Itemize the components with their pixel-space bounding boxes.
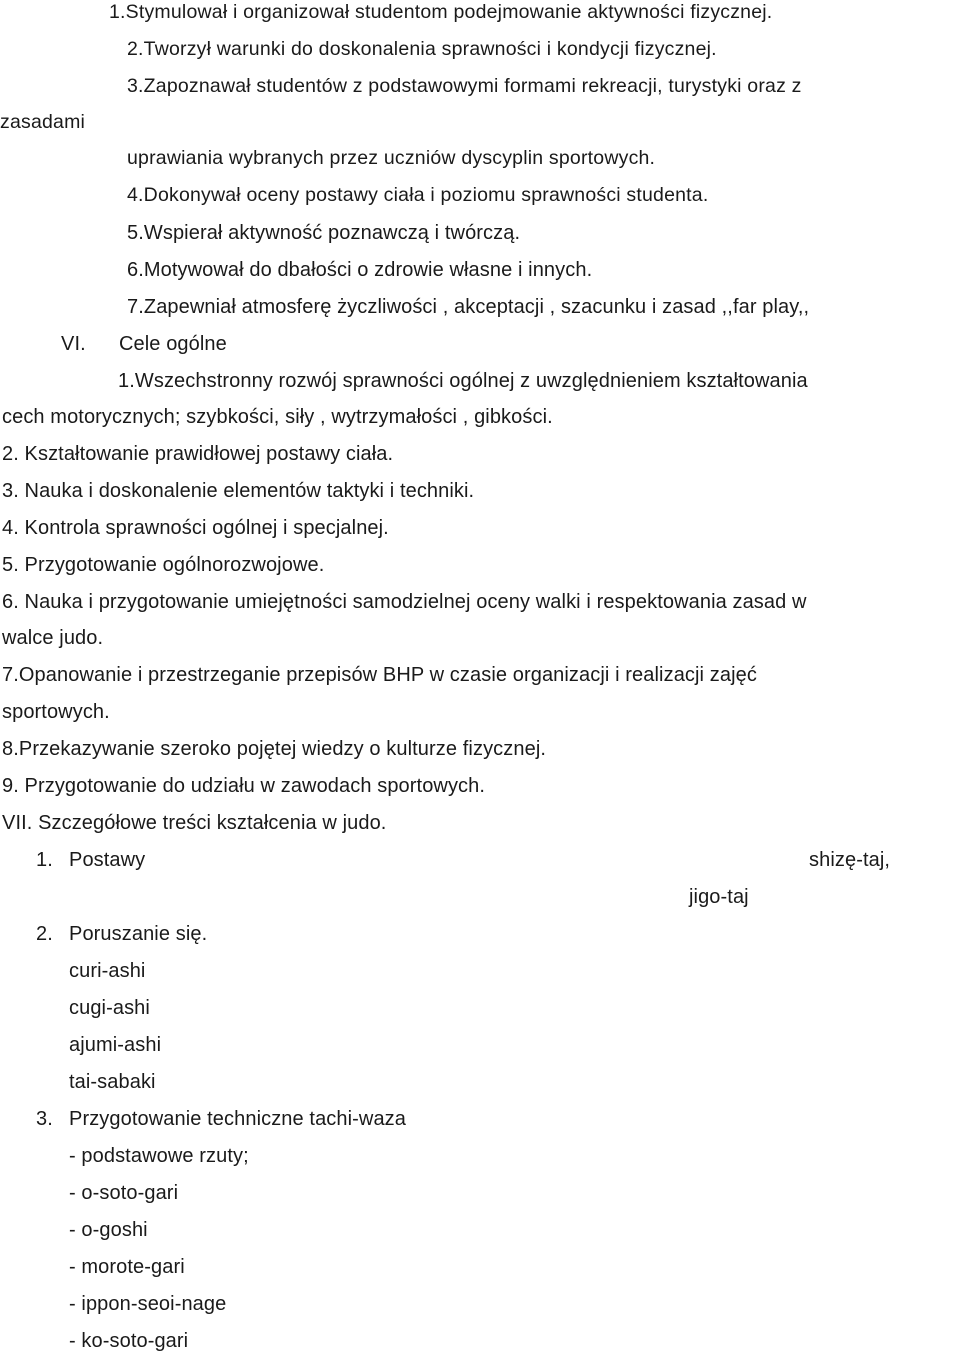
objective-item-5: 5. Przygotowanie ogólnorozwojowe. <box>2 554 325 576</box>
objective-item-4: 4. Kontrola sprawności ogólnej i specjalnej. <box>2 517 389 539</box>
objective-item-9: 9. Przygotowanie do udziału w zawodach sportowych. <box>2 775 486 797</box>
objective-item-8: 8.Przekazywanie szeroko pojętej wiedzy o kulturze fizycznej. <box>2 738 547 760</box>
list-item: tai-sabaki <box>69 1071 156 1093</box>
term: jigo-taj <box>689 886 749 908</box>
goal-item-7: 7.Zapewniał atmosferę życzliwości , akceptacji , szacunku i zasad ,,far play,, <box>127 296 810 318</box>
goal-item-5: 5.Wspierał aktywność poznawczą i twórczą. <box>127 222 521 244</box>
objective-item-3: 3. Nauka i doskonalenie elementów taktyki i techniki. <box>2 480 475 502</box>
goal-item-3-continuation: uprawiania wybranych przez uczniów dyscyplin sportowych. <box>127 147 656 169</box>
list-item: - podstawowe rzuty; <box>69 1145 249 1167</box>
list-item: - ippon-seoi-nage <box>69 1293 227 1315</box>
content-item-number: 3. <box>36 1108 53 1130</box>
goal-item-3-continuation: zasadami <box>0 111 86 133</box>
goal-item-2: 2.Tworzył warunki do doskonalenia sprawności i kondycji fizycznej. <box>127 38 717 60</box>
objective-item-2: 2. Kształtowanie prawidłowej postawy ciała. <box>2 443 394 465</box>
content-item-number: 2. <box>36 923 53 945</box>
goal-item-4: 4.Dokonywał oceny postawy ciała i poziomu sprawności studenta. <box>127 184 709 206</box>
list-item: curi-ashi <box>69 960 146 982</box>
objective-item-7-continuation: sportowych. <box>2 701 110 723</box>
content-item-title: Poruszanie się. <box>69 923 208 945</box>
content-item-number: 1. <box>36 849 53 871</box>
content-item-title: Przygotowanie techniczne tachi-waza <box>69 1108 407 1130</box>
list-item: ajumi-ashi <box>69 1034 162 1056</box>
content-item-title: Postawy <box>69 849 146 871</box>
list-item: - o-soto-gari <box>69 1182 179 1204</box>
goal-item-1: 1.Stymulował i organizował studentom podejmowanie aktywności fizycznej. <box>109 1 773 23</box>
goal-item-3: 3.Zapoznawał studentów z podstawowymi formami rekreacji, turystyki oraz z <box>127 75 802 97</box>
list-item: - ko-soto-gari <box>69 1330 189 1352</box>
objective-item-7: 7.Opanowanie i przestrzeganie przepisów BHP w czasie organizacji i realizacji zajęć <box>2 664 757 686</box>
objective-item-6: 6. Nauka i przygotowanie umiejętności samodzielnej oceny walki i respektowania zasad w <box>2 591 807 613</box>
term: shizę-taj, <box>809 849 891 871</box>
section-heading: VII. Szczegółowe treści kształcenia w judo. <box>2 812 387 834</box>
section-heading: Cele ogólne <box>119 333 227 355</box>
goal-item-6: 6.Motywował do dbałości o zdrowie własne i innych. <box>127 259 593 281</box>
section-numeral: VI. <box>61 333 86 355</box>
objective-item-6-continuation: walce judo. <box>2 627 104 649</box>
objective-item-1: 1.Wszechstronny rozwój sprawności ogólnej z uwzględnieniem kształtowania <box>118 370 808 392</box>
list-item: - morote-gari <box>69 1256 185 1278</box>
objective-item-1-continuation: cech motorycznych; szybkości, siły , wytrzymałości , gibkości. <box>2 406 553 428</box>
list-item: cugi-ashi <box>69 997 150 1019</box>
list-item: - o-goshi <box>69 1219 148 1241</box>
